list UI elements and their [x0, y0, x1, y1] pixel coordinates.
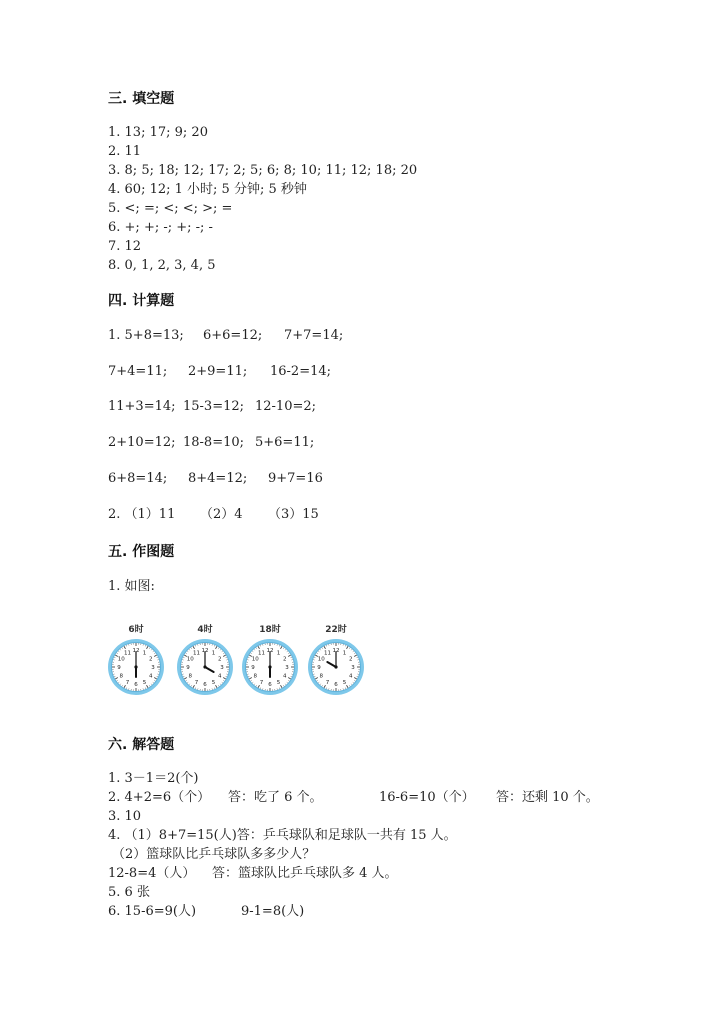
- clock-numeral: 8: [253, 673, 258, 680]
- clock-numeral: 12: [132, 648, 140, 655]
- clock-label: 6时: [128, 625, 144, 635]
- clock-numeral: 10: [317, 656, 325, 663]
- fill-line: 2. 11: [108, 144, 142, 159]
- clock-numeral: 11: [193, 650, 200, 657]
- calc-cell: 2+9=11;: [188, 364, 248, 379]
- clock-face: [240, 633, 300, 697]
- clock-numeral: 9: [251, 665, 255, 672]
- answer-line: 6. 15-6=9(人): [108, 904, 197, 919]
- clock-center-pin: [268, 665, 271, 668]
- answer-line: 5. 6 张: [108, 885, 150, 900]
- clock-numeral: 1: [276, 650, 281, 657]
- clock-numeral: 6: [134, 682, 138, 689]
- answer-line: （2）篮球队比乒乓球队多多少人？: [112, 847, 316, 862]
- clock-numeral: 7: [259, 679, 264, 686]
- clock-numeral: 6: [334, 682, 338, 689]
- answer-line: 2. 4+2=6（个）: [108, 790, 211, 805]
- fill-line: 8. 0, 1, 2, 3, 4, 5: [108, 258, 216, 273]
- fill-line: 1. 13; 17; 9; 20: [108, 125, 208, 140]
- clock-numeral: 1: [211, 650, 216, 657]
- clock-center-pin: [203, 665, 206, 668]
- clock-numeral: 11: [324, 650, 331, 657]
- calc-cell: 12-10=2;: [255, 399, 317, 414]
- draw-line: 1. 如图:: [108, 579, 155, 594]
- clock-numeral: 6: [268, 682, 272, 689]
- calc-cell: （3）15: [268, 507, 319, 522]
- calc-cell: 6+8=14;: [108, 471, 168, 486]
- clock-center-pin: [334, 665, 337, 668]
- fill-line: 3. 8; 5; 18; 12; 17; 2; 5; 6; 8; 10; 11; 12; 18; 20: [108, 163, 418, 178]
- clock-numeral: 9: [117, 665, 121, 672]
- calc-cell: 8+4=12;: [188, 471, 248, 486]
- clock-numeral: 1: [142, 650, 147, 657]
- clock-numeral: 8: [119, 673, 124, 680]
- clock-face: [306, 633, 366, 697]
- clock-numeral: 11: [258, 650, 265, 657]
- clock-numeral: 6: [203, 682, 207, 689]
- fill-line: 5. <; =; <; <; >; =: [108, 201, 233, 216]
- clock-numeral: 2: [282, 656, 287, 663]
- answer-line: 答：还剩 10 个。: [496, 790, 599, 805]
- clock-numeral: 3: [285, 665, 289, 672]
- calc-cell: 5+6=11;: [255, 435, 315, 450]
- calc-cell: 16-2=14;: [270, 364, 332, 379]
- section-title-draw: 五. 作图题: [108, 544, 175, 560]
- clock-numeral: 9: [317, 665, 321, 672]
- answer-line: 答：吃了 6 个。: [228, 790, 323, 805]
- clock-numeral: 11: [124, 650, 131, 657]
- clock-numeral: 4: [282, 673, 287, 680]
- section-title-fill: 三. 填空题: [108, 91, 175, 107]
- clock-numeral: 12: [201, 648, 209, 655]
- clock-numeral: 8: [319, 673, 324, 680]
- answer-line: 1. 3－1＝2(个): [108, 771, 199, 786]
- clock-numeral: 7: [125, 679, 130, 686]
- clock-numeral: 5: [276, 679, 281, 686]
- clock-face: [106, 633, 166, 697]
- fill-line: 6. +; +; -; +; -; -: [108, 220, 213, 235]
- calc-cell: 1. 5+8=13;: [108, 328, 184, 343]
- clock-numeral: 1: [342, 650, 347, 657]
- clock-numeral: 4: [148, 673, 153, 680]
- clock-numeral: 5: [342, 679, 347, 686]
- answer-line: 答：篮球队比乒乓球队多 4 人。: [212, 866, 398, 881]
- clock-numeral: 7: [325, 679, 330, 686]
- clock-numeral: 2: [217, 656, 222, 663]
- clock-numeral: 12: [266, 648, 274, 655]
- calc-cell: 2+10=12;: [108, 435, 176, 450]
- calc-cell: 15-3=12;: [183, 399, 245, 414]
- clock-face: [175, 633, 235, 697]
- clock-numeral: 10: [251, 656, 259, 663]
- clock-numeral: 4: [348, 673, 353, 680]
- clock-numeral: 5: [211, 679, 216, 686]
- clock-numeral: 9: [186, 665, 190, 672]
- clock-numeral: 3: [220, 665, 224, 672]
- clock-numeral: 5: [142, 679, 147, 686]
- fill-line: 4. 60; 12; 1 小时; 5 分钟; 5 秒钟: [108, 182, 307, 197]
- answer-line: 4. （1）8+7=15(人)答：乒乓球队和足球队一共有 15 人。: [108, 828, 457, 843]
- calc-cell: 2. （1）11: [108, 507, 176, 522]
- calc-cell: （2）4: [200, 507, 243, 522]
- answer-line: 9-1=8(人): [241, 904, 305, 919]
- section-title-calc: 四. 计算题: [108, 293, 175, 309]
- section-title-answer: 六. 解答题: [108, 737, 175, 753]
- calc-cell: 18-8=10;: [183, 435, 245, 450]
- clock-label: 4时: [197, 625, 213, 635]
- answer-line: 12-8=4（人）: [108, 866, 196, 881]
- calc-cell: 7+4=11;: [108, 364, 168, 379]
- clock-label: 18时: [259, 625, 281, 635]
- clock-numeral: 12: [332, 648, 340, 655]
- calc-cell: 11+3=14;: [108, 399, 176, 414]
- answer-line: 3. 10: [108, 809, 142, 824]
- clock-center-pin: [134, 665, 137, 668]
- clock-numeral: 2: [348, 656, 353, 663]
- clock-numeral: 10: [117, 656, 125, 663]
- calc-cell: 7+7=14;: [284, 328, 344, 343]
- clock-numeral: 4: [217, 673, 222, 680]
- clock-numeral: 7: [194, 679, 199, 686]
- clock-numeral: 3: [151, 665, 155, 672]
- calc-cell: 9+7=16: [268, 471, 323, 486]
- clock-numeral: 10: [186, 656, 194, 663]
- clock-numeral: 3: [351, 665, 355, 672]
- clock-numeral: 2: [148, 656, 153, 663]
- clock-label: 22时: [325, 625, 347, 635]
- calc-cell: 6+6=12;: [203, 328, 263, 343]
- clock-numeral: 8: [188, 673, 193, 680]
- fill-line: 7. 12: [108, 239, 142, 254]
- answer-line: 16-6=10（个）: [379, 790, 475, 805]
